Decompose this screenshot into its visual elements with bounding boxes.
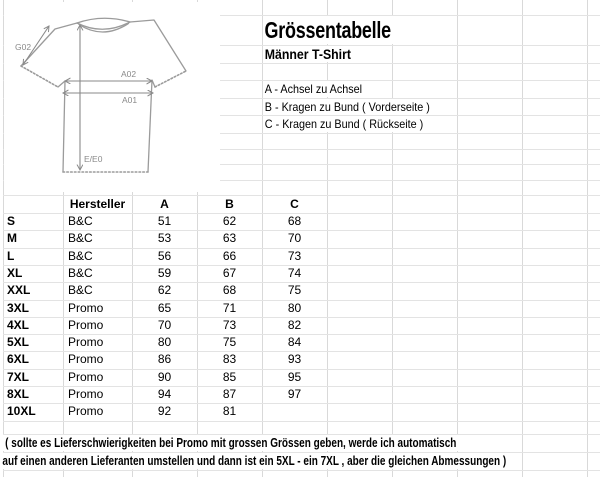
c-value-cell: 68 <box>287 214 302 228</box>
a-value-cell: 94 <box>157 387 172 401</box>
size-cell: 6XL <box>7 352 30 367</box>
ee0-label: E/E0 <box>84 154 103 164</box>
c-value-cell: 80 <box>287 300 302 315</box>
b-value-cell: 83 <box>222 352 237 367</box>
page-subtitle-row <box>263 46 371 62</box>
table-header-row <box>0 195 600 213</box>
c-value-cell: 84 <box>287 335 302 350</box>
b-value-cell: 63 <box>222 231 237 246</box>
a-value-cell: 65 <box>157 300 172 315</box>
a-value-cell: 51 <box>157 214 172 228</box>
hersteller-cell: Promo <box>68 352 104 367</box>
b-value-cell: 75 <box>222 335 237 350</box>
hersteller-cell: Promo <box>68 369 104 384</box>
b-value-cell: 66 <box>222 248 237 263</box>
c-value-cell: 95 <box>287 369 302 384</box>
legend-line-b <box>263 99 453 115</box>
table-row <box>0 317 600 334</box>
table-row <box>0 282 600 299</box>
page-title: Grössentabelle <box>263 16 402 44</box>
col-header-b: B <box>225 197 234 211</box>
c-value-cell: 82 <box>287 317 302 332</box>
b-value-cell: 73 <box>222 317 237 332</box>
hersteller-cell: B&C <box>68 231 93 246</box>
table-row <box>0 300 600 317</box>
hersteller-cell: B&C <box>68 248 93 263</box>
col-header-c: C <box>290 197 299 211</box>
a-value-cell: 92 <box>157 404 172 419</box>
hersteller-cell: Promo <box>68 317 104 332</box>
size-cell: S <box>7 214 16 228</box>
size-cell: 3XL <box>7 300 30 315</box>
c-value-cell: 74 <box>287 265 302 280</box>
col-header-a: A <box>160 197 169 211</box>
size-cell: 5XL <box>7 335 30 350</box>
hersteller-cell: B&C <box>68 265 93 280</box>
shirt-outline <box>21 18 186 172</box>
hersteller-cell: Promo <box>68 300 104 315</box>
c-value-cell: 75 <box>287 283 302 298</box>
legend-line-c <box>263 116 446 132</box>
hersteller-cell: B&C <box>68 283 93 298</box>
note-text-2: auf einen anderen Lieferanten umstellen und dann ist ein 5XL - ein 7XL , aber die gleichen Abmessungen ) <box>0 453 513 469</box>
table-row <box>0 403 600 420</box>
c-value-cell: 93 <box>287 352 302 367</box>
b-value-cell: 67 <box>222 265 237 280</box>
b-value-cell: 68 <box>222 283 237 298</box>
a-value-cell: 62 <box>157 283 172 298</box>
a-value-cell: 86 <box>157 352 172 367</box>
note-line-1 <box>0 435 579 451</box>
b-value-cell: 62 <box>222 214 237 228</box>
a-value-cell: 70 <box>157 317 172 332</box>
hersteller-cell: Promo <box>68 335 104 350</box>
c-value-cell: 73 <box>287 248 302 263</box>
tshirt-measurement-diagram <box>4 2 220 192</box>
page-subtitle: Männer T-Shirt <box>263 46 358 62</box>
hersteller-cell: Promo <box>68 404 104 419</box>
table-row <box>0 334 600 351</box>
table-row <box>0 369 600 386</box>
a01-label: A01 <box>122 95 138 105</box>
table-row <box>0 265 600 282</box>
size-cell: M <box>7 231 17 246</box>
b-value-cell: 87 <box>222 387 237 401</box>
table-row <box>0 230 600 247</box>
note-line-2 <box>0 453 600 469</box>
legend-text-a: A - Achsel zu Achsel <box>263 81 367 97</box>
a-value-cell: 59 <box>157 265 172 280</box>
page-title-row <box>263 16 441 44</box>
table-row <box>0 213 600 230</box>
hersteller-cell: Promo <box>68 387 104 401</box>
b-value-cell: 85 <box>222 369 237 384</box>
hersteller-cell: B&C <box>68 214 93 228</box>
size-cell: L <box>7 248 15 263</box>
a-value-cell: 53 <box>157 231 172 246</box>
b-value-cell: 71 <box>222 300 237 315</box>
table-row <box>0 386 600 403</box>
size-cell: XXL <box>7 283 31 298</box>
table-row <box>0 248 600 265</box>
legend-text-c: C - Kragen zu Bund ( Rückseite ) <box>263 116 428 132</box>
a02-label: A02 <box>121 69 137 79</box>
a-value-cell: 90 <box>157 369 172 384</box>
b-value-cell: 81 <box>222 404 237 419</box>
legend-text-b: B - Kragen zu Bund ( Vorderseite ) <box>263 99 434 115</box>
legend-line-a <box>263 81 378 97</box>
table-row <box>0 351 600 368</box>
c-value-cell: 97 <box>287 387 302 401</box>
a-value-cell: 80 <box>157 335 172 350</box>
size-cell: 10XL <box>7 404 36 419</box>
size-cell: 7XL <box>7 369 30 384</box>
size-cell: XL <box>7 265 23 280</box>
g02-label: G02 <box>15 42 32 52</box>
a-value-cell: 56 <box>157 248 172 263</box>
note-text-1: ( sollte es Lieferschwierigkeiten bei Promo mit grossen Grössen geben, werde ich automatisch <box>0 435 463 451</box>
col-header-hersteller: Hersteller <box>69 197 126 211</box>
c-value-cell: 70 <box>287 231 302 246</box>
size-cell: 8XL <box>7 387 30 401</box>
size-cell: 4XL <box>7 317 30 332</box>
